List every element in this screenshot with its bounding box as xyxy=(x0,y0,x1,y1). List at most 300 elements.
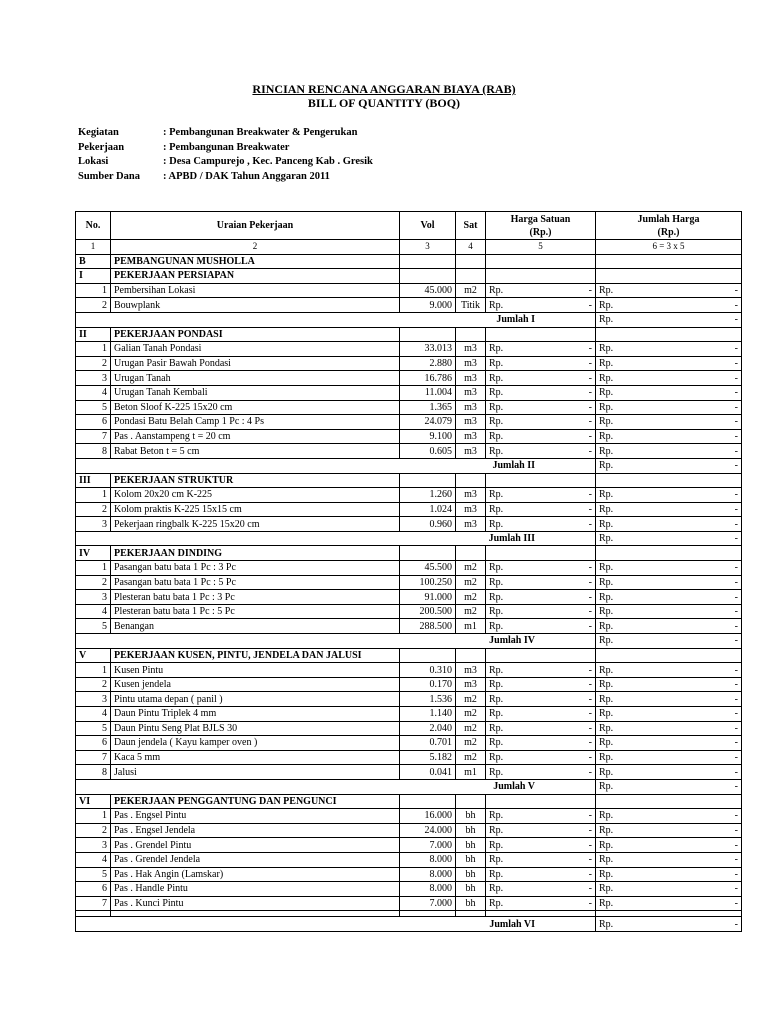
item-description: Kolom praktis K-225 15x15 cm xyxy=(111,502,400,517)
section-number: III xyxy=(76,473,111,488)
currency-label: Rp. xyxy=(599,533,614,545)
section-title: PEKERJAAN DINDING xyxy=(111,546,400,561)
item-volume: 8.000 xyxy=(400,867,456,882)
dash-value: - xyxy=(588,898,592,910)
dash-value: - xyxy=(734,343,738,355)
boq-table xyxy=(75,211,742,932)
section-number: II xyxy=(76,327,111,342)
item-description: Urugan Pasir Bawah Pondasi xyxy=(111,356,400,371)
total-price xyxy=(596,429,742,444)
currency-label: Rp. xyxy=(489,387,504,399)
table-row xyxy=(76,385,742,400)
item-unit: m2 xyxy=(456,561,486,576)
col-number: 5 xyxy=(486,240,596,255)
currency-label: Rp. xyxy=(599,445,614,457)
info-key: Sumber Dana xyxy=(78,170,140,182)
empty-cell xyxy=(456,327,486,342)
section-title: PEKERJAAN PERSIAPAN xyxy=(111,269,400,284)
unit-price xyxy=(486,283,596,298)
item-volume: 1.365 xyxy=(400,400,456,415)
unit-price xyxy=(486,896,596,911)
item-number: 2 xyxy=(76,677,111,692)
table-row xyxy=(76,677,742,692)
total-price xyxy=(596,867,742,882)
item-volume: 24.000 xyxy=(400,823,456,838)
subtotal-row xyxy=(76,917,742,932)
dash-value: - xyxy=(588,416,592,428)
item-number: 7 xyxy=(76,750,111,765)
item-volume: 2.040 xyxy=(400,721,456,736)
item-unit: bh xyxy=(456,867,486,882)
info-key: Lokasi xyxy=(78,156,109,167)
unit-price xyxy=(486,750,596,765)
currency-label: Rp. xyxy=(599,737,614,749)
dash-value: - xyxy=(588,431,592,443)
item-description: Pas . Grendel Pintu xyxy=(111,838,400,853)
unit-price xyxy=(486,809,596,824)
column-number-row xyxy=(76,240,742,255)
subtotal-value xyxy=(596,779,742,794)
total-price xyxy=(596,590,742,605)
currency-label: Rp. xyxy=(489,416,504,428)
header-jumlah-harga xyxy=(596,212,742,240)
dash-value: - xyxy=(734,431,738,443)
currency-label: Rp. xyxy=(599,918,614,930)
item-description: Daun jendela ( Kayu kamper oven ) xyxy=(111,736,400,751)
unit-price xyxy=(486,575,596,590)
empty-cell xyxy=(456,473,486,488)
unit-price xyxy=(486,619,596,634)
currency-label: Rp. xyxy=(489,752,504,764)
unit-price xyxy=(486,488,596,503)
item-number: 1 xyxy=(76,283,111,298)
empty-cell xyxy=(400,473,456,488)
table-header-row xyxy=(76,212,742,240)
dash-value: - xyxy=(734,387,738,399)
section-row xyxy=(76,794,742,809)
dash-value: - xyxy=(588,708,592,720)
currency-label: Rp. xyxy=(599,825,614,837)
item-number: 6 xyxy=(76,736,111,751)
item-number: 3 xyxy=(76,838,111,853)
subtotal-row xyxy=(76,634,742,649)
item-number: 2 xyxy=(76,356,111,371)
total-price xyxy=(596,575,742,590)
item-unit: m1 xyxy=(456,619,486,634)
dash-value: - xyxy=(734,918,738,930)
item-number: 6 xyxy=(76,882,111,897)
dash-value: - xyxy=(588,854,592,866)
empty-cell xyxy=(486,648,596,663)
currency-label: Rp. xyxy=(599,635,614,647)
item-volume: 0.310 xyxy=(400,663,456,678)
dash-value: - xyxy=(588,372,592,384)
dash-value: - xyxy=(588,518,592,530)
unit-price xyxy=(486,838,596,853)
item-volume: 33.013 xyxy=(400,342,456,357)
dash-value: - xyxy=(734,416,738,428)
section-row xyxy=(76,269,742,284)
dash-value: - xyxy=(588,839,592,851)
dash-value: - xyxy=(734,781,738,793)
item-volume: 1.024 xyxy=(400,502,456,517)
empty-cell xyxy=(400,794,456,809)
currency-label: Rp. xyxy=(599,883,614,895)
dash-value: - xyxy=(734,737,738,749)
item-description: Pondasi Batu Belah Camp 1 Pc : 4 Ps xyxy=(111,415,400,430)
empty-cell xyxy=(456,269,486,284)
subtotal-label: Jumlah II xyxy=(76,458,596,473)
subtotal-value xyxy=(596,458,742,473)
section-number: I xyxy=(76,269,111,284)
currency-label: Rp. xyxy=(489,299,504,311)
item-description: Pembersihan Lokasi xyxy=(111,283,400,298)
dash-value: - xyxy=(734,445,738,457)
item-volume: 1.260 xyxy=(400,488,456,503)
item-number: 2 xyxy=(76,502,111,517)
dash-value: - xyxy=(588,752,592,764)
item-description: Rabat Beton t = 5 cm xyxy=(111,444,400,459)
table-row xyxy=(76,371,742,386)
item-volume: 45.500 xyxy=(400,561,456,576)
item-unit: Titik xyxy=(456,298,486,313)
item-unit: m2 xyxy=(456,604,486,619)
total-price xyxy=(596,415,742,430)
currency-label: Rp. xyxy=(599,854,614,866)
currency-label: Rp. xyxy=(489,708,504,720)
table-row xyxy=(76,896,742,911)
table-row xyxy=(76,342,742,357)
item-unit: m3 xyxy=(456,342,486,357)
dash-value: - xyxy=(734,562,738,574)
unit-price xyxy=(486,502,596,517)
item-volume: 0.605 xyxy=(400,444,456,459)
item-volume: 0.960 xyxy=(400,517,456,532)
total-price xyxy=(596,823,742,838)
item-description: Pintu utama depan ( panil ) xyxy=(111,692,400,707)
col-number: 4 xyxy=(456,240,486,255)
item-volume: 288.500 xyxy=(400,619,456,634)
currency-label: Rp. xyxy=(489,343,504,355)
table-row xyxy=(76,721,742,736)
info-key: Kegiatan xyxy=(78,127,119,138)
item-unit: m3 xyxy=(456,371,486,386)
currency-label: Rp. xyxy=(599,606,614,618)
section-row xyxy=(76,546,742,561)
unit-price xyxy=(486,707,596,722)
total-price xyxy=(596,298,742,313)
subtotal-row xyxy=(76,458,742,473)
item-description: Benangan xyxy=(111,619,400,634)
currency-label: Rp. xyxy=(599,299,614,311)
table-row xyxy=(76,736,742,751)
empty-cell xyxy=(456,648,486,663)
table-row xyxy=(76,356,742,371)
table-row xyxy=(76,429,742,444)
total-price xyxy=(596,736,742,751)
dash-value: - xyxy=(588,883,592,895)
total-price xyxy=(596,692,742,707)
table-row xyxy=(76,823,742,838)
dash-value: - xyxy=(734,825,738,837)
table-row xyxy=(76,604,742,619)
currency-label: Rp. xyxy=(489,693,504,705)
dash-value: - xyxy=(734,576,738,588)
item-unit: m3 xyxy=(456,502,486,517)
info-key: Pekerjaan xyxy=(78,141,125,153)
currency-label: Rp. xyxy=(599,401,614,413)
item-unit: m3 xyxy=(456,385,486,400)
currency-label: Rp. xyxy=(599,387,614,399)
dash-value: - xyxy=(588,489,592,501)
currency-label: Rp. xyxy=(489,737,504,749)
unit-price xyxy=(486,882,596,897)
currency-label: Rp. xyxy=(599,722,614,734)
dash-value: - xyxy=(588,664,592,676)
dash-value: - xyxy=(734,635,738,647)
item-volume: 0.041 xyxy=(400,765,456,780)
total-price xyxy=(596,561,742,576)
header-jumlah-line2: (Rp.) xyxy=(657,226,680,238)
empty-cell xyxy=(596,473,742,488)
subtotal-value xyxy=(596,312,742,327)
item-unit: m2 xyxy=(456,750,486,765)
total-price xyxy=(596,765,742,780)
table-row xyxy=(76,590,742,605)
currency-label: Rp. xyxy=(489,401,504,413)
dash-value: - xyxy=(734,693,738,705)
table-row xyxy=(76,619,742,634)
currency-label: Rp. xyxy=(599,708,614,720)
total-price xyxy=(596,400,742,415)
item-unit: m2 xyxy=(456,692,486,707)
empty-cell xyxy=(596,648,742,663)
currency-label: Rp. xyxy=(599,898,614,910)
item-volume: 1.140 xyxy=(400,707,456,722)
subtotal-label: Jumlah I xyxy=(76,312,596,327)
unit-price xyxy=(486,663,596,678)
table-row xyxy=(76,750,742,765)
item-description: Pas . Engsel Pintu xyxy=(111,809,400,824)
section-row xyxy=(76,648,742,663)
dash-value: - xyxy=(588,445,592,457)
section-number: B xyxy=(76,254,111,269)
section-title: PEKERJAAN PENGGANTUNG DAN PENGUNCI xyxy=(111,794,400,809)
dash-value: - xyxy=(734,839,738,851)
dash-value: - xyxy=(588,562,592,574)
table-row xyxy=(76,809,742,824)
header-harga-line2: (Rp.) xyxy=(529,226,552,238)
unit-price xyxy=(486,444,596,459)
currency-label: Rp. xyxy=(599,372,614,384)
table-row xyxy=(76,561,742,576)
total-price xyxy=(596,619,742,634)
item-description: Beton Sloof K-225 15x20 cm xyxy=(111,400,400,415)
currency-label: Rp. xyxy=(489,445,504,457)
dash-value: - xyxy=(734,722,738,734)
dash-value: - xyxy=(588,358,592,370)
unit-price xyxy=(486,561,596,576)
currency-label: Rp. xyxy=(489,810,504,822)
item-number: 7 xyxy=(76,429,111,444)
total-price xyxy=(596,356,742,371)
section-row xyxy=(76,473,742,488)
currency-label: Rp. xyxy=(489,372,504,384)
dash-value: - xyxy=(588,606,592,618)
section-row xyxy=(76,254,742,269)
item-unit: m2 xyxy=(456,721,486,736)
col-number: 2 xyxy=(111,240,400,255)
unit-price xyxy=(486,385,596,400)
dash-value: - xyxy=(734,606,738,618)
currency-label: Rp. xyxy=(599,518,614,530)
item-volume: 7.000 xyxy=(400,896,456,911)
item-number: 4 xyxy=(76,385,111,400)
empty-cell xyxy=(596,254,742,269)
currency-label: Rp. xyxy=(489,591,504,603)
item-number: 7 xyxy=(76,896,111,911)
dash-value: - xyxy=(588,825,592,837)
table-row xyxy=(76,415,742,430)
item-volume: 11.004 xyxy=(400,385,456,400)
unit-price xyxy=(486,298,596,313)
total-price xyxy=(596,677,742,692)
total-price xyxy=(596,809,742,824)
item-unit: m3 xyxy=(456,663,486,678)
item-number: 5 xyxy=(76,400,111,415)
item-number: 8 xyxy=(76,765,111,780)
total-price xyxy=(596,385,742,400)
total-price xyxy=(596,721,742,736)
info-value: : Pembangunan Breakwater & Pengerukan xyxy=(163,127,358,138)
info-row-lokasi xyxy=(78,156,373,171)
item-number: 3 xyxy=(76,692,111,707)
dash-value: - xyxy=(588,285,592,297)
item-number: 2 xyxy=(76,298,111,313)
dash-value: - xyxy=(588,810,592,822)
item-number: 4 xyxy=(76,604,111,619)
item-description: Kusen jendela xyxy=(111,677,400,692)
empty-cell xyxy=(486,473,596,488)
currency-label: Rp. xyxy=(599,431,614,443)
subtotal-value xyxy=(596,531,742,546)
info-row-kegiatan xyxy=(78,127,373,142)
dash-value: - xyxy=(588,693,592,705)
item-unit: bh xyxy=(456,809,486,824)
header-harga-line1: Harga Satuan xyxy=(510,213,571,225)
item-description: Urugan Tanah xyxy=(111,371,400,386)
table-row xyxy=(76,517,742,532)
project-info xyxy=(78,127,373,185)
currency-label: Rp. xyxy=(599,766,614,778)
dash-value: - xyxy=(734,883,738,895)
total-price xyxy=(596,838,742,853)
total-price xyxy=(596,502,742,517)
item-unit: m3 xyxy=(456,677,486,692)
currency-label: Rp. xyxy=(599,489,614,501)
unit-price xyxy=(486,517,596,532)
dash-value: - xyxy=(588,299,592,311)
dash-value: - xyxy=(588,766,592,778)
dash-value: - xyxy=(588,343,592,355)
item-description: Pasangan batu bata 1 Pc : 3 Pc xyxy=(111,561,400,576)
currency-label: Rp. xyxy=(599,460,614,472)
section-title: PEKERJAAN STRUKTUR xyxy=(111,473,400,488)
currency-label: Rp. xyxy=(599,752,614,764)
item-number: 3 xyxy=(76,517,111,532)
item-description: Plesteran batu bata 1 Pc : 5 Pc xyxy=(111,604,400,619)
currency-label: Rp. xyxy=(599,664,614,676)
info-row-sumber-dana xyxy=(78,171,373,186)
table-row xyxy=(76,663,742,678)
empty-cell xyxy=(456,254,486,269)
currency-label: Rp. xyxy=(489,825,504,837)
document-subtitle: BILL OF QUANTITY (BOQ) xyxy=(307,96,461,110)
item-description: Kaca 5 mm xyxy=(111,750,400,765)
item-number: 4 xyxy=(76,852,111,867)
item-description: Kusen Pintu xyxy=(111,663,400,678)
section-row xyxy=(76,327,742,342)
item-unit: bh xyxy=(456,882,486,897)
dash-value: - xyxy=(588,401,592,413)
table-row xyxy=(76,692,742,707)
unit-price xyxy=(486,692,596,707)
unit-price xyxy=(486,677,596,692)
info-value: : Desa Campurejo , Kec. Panceng Kab . Gresik xyxy=(163,156,373,167)
item-unit: m2 xyxy=(456,283,486,298)
item-unit: m2 xyxy=(456,575,486,590)
item-description: Jalusi xyxy=(111,765,400,780)
table-row xyxy=(76,444,742,459)
item-unit: m3 xyxy=(456,444,486,459)
currency-label: Rp. xyxy=(489,898,504,910)
currency-label: Rp. xyxy=(599,679,614,691)
item-unit: m3 xyxy=(456,356,486,371)
info-value: : APBD / DAK Tahun Anggaran 2011 xyxy=(163,170,330,182)
currency-label: Rp. xyxy=(599,503,614,515)
currency-label: Rp. xyxy=(599,781,614,793)
subtotal-value xyxy=(596,917,742,932)
dash-value: - xyxy=(734,752,738,764)
currency-label: Rp. xyxy=(489,868,504,880)
item-unit: m2 xyxy=(456,590,486,605)
item-description: Galian Tanah Pondasi xyxy=(111,342,400,357)
header-no: No. xyxy=(76,212,111,240)
item-description: Plesteran batu bata 1 Pc : 3 Pc xyxy=(111,590,400,605)
dash-value: - xyxy=(734,868,738,880)
document-title: RINCIAN RENCANA ANGGARAN BIAYA (RAB) xyxy=(252,82,516,96)
unit-price xyxy=(486,429,596,444)
empty-cell xyxy=(486,269,596,284)
item-unit: m3 xyxy=(456,400,486,415)
currency-label: Rp. xyxy=(489,883,504,895)
dash-value: - xyxy=(588,576,592,588)
subtotal-label: Jumlah IV xyxy=(76,634,596,649)
item-description: Daun Pintu Triplek 4 mm xyxy=(111,707,400,722)
item-description: Bouwplank xyxy=(111,298,400,313)
item-unit: m1 xyxy=(456,765,486,780)
empty-cell xyxy=(456,546,486,561)
section-number: IV xyxy=(76,546,111,561)
currency-label: Rp. xyxy=(489,679,504,691)
currency-label: Rp. xyxy=(599,810,614,822)
dash-value: - xyxy=(588,503,592,515)
subtotal-row xyxy=(76,779,742,794)
currency-label: Rp. xyxy=(489,489,504,501)
item-unit: bh xyxy=(456,838,486,853)
item-volume: 24.079 xyxy=(400,415,456,430)
dash-value: - xyxy=(734,854,738,866)
